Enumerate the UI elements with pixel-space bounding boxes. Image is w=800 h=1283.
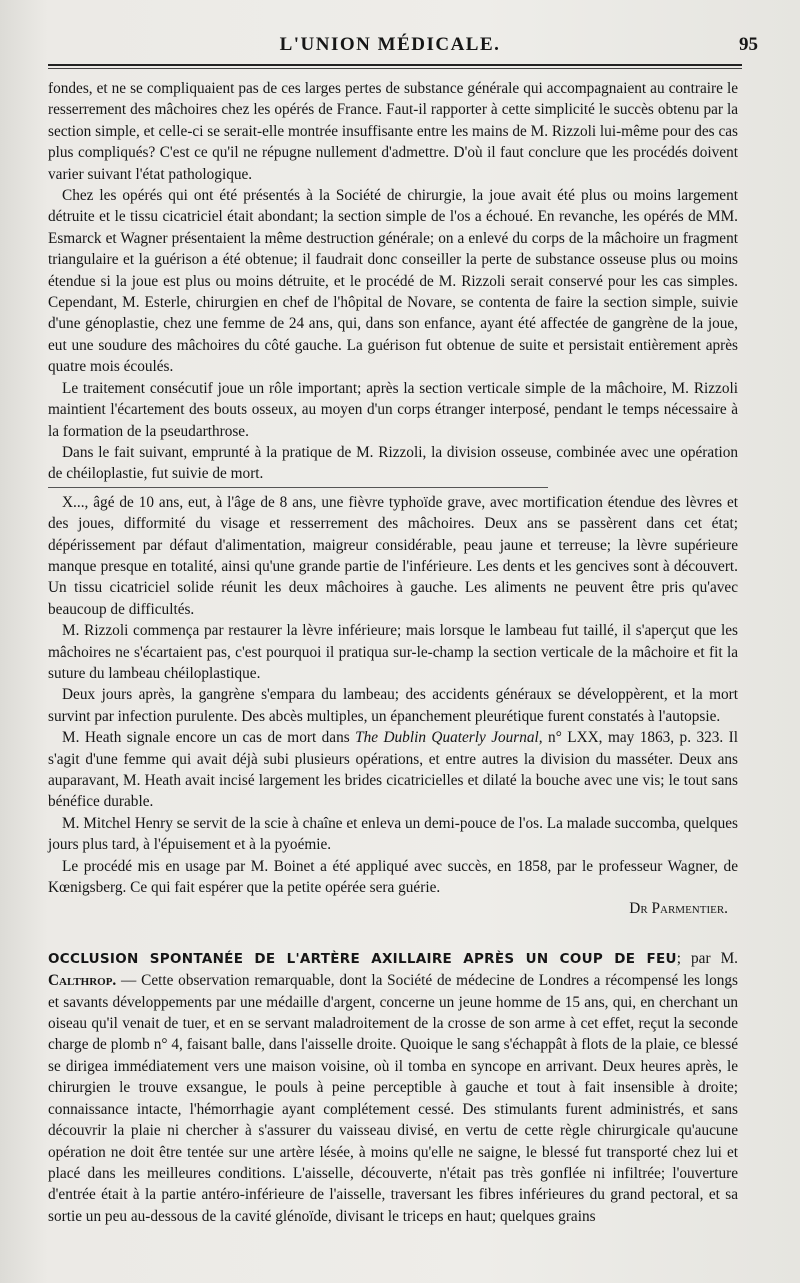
- paragraph: X..., âgé de 10 ans, eut, à l'âge de 8 ans, une fièvre typhoïde grave, avec mortification étendue des lèvres et des joues, difformité du visage et resserrement des mâchoires. Deux ans se passèrent dans cet état; dépérissement par défaut d'alimentation, maigreur considérable, peau jaune et terreuse; la lèvre supérieure manque presque en totalité, ainsi qu'une grande partie de l'inférieure. Les dents et les gencives sont à découvert. Un tissu cicatriciel solide réunit les deux mâchoires à gauche. Les aliments ne peuvent être pris qu'avec beaucoup de difficultés.: [48, 493, 738, 618]
- paragraph: Dans le fait suivant, emprunté à la pratique de M. Rizzoli, la division osseuse, combinée avec une opération de chéiloplastie, fut suivie de mort.: [48, 443, 738, 483]
- paragraph: Le procédé mis en usage par M. Boinet a été appliqué avec succès, en 1858, par le professeur Wagner, de Kœnigsberg. Ce qui fait espérer que la petite opérée sera guérie.: [48, 857, 738, 897]
- header-rule-thin: [48, 68, 742, 69]
- text-run: n° LXX, may 1863, p. 323. Il s'agit d'une femme qui avait déjà subi plusieurs opérations, et entre autres la division du masséter. Deux ans auparavant, M. Heath avait incisé largement les brides cicatricielles et dilaté la bouche avec une vis; le tout sans bénéfice durable.: [48, 729, 738, 811]
- running-head: [0, 34, 800, 58]
- paragraph: M. Mitchel Henry se servit de la scie à chaîne et enleva un demi-pouce de l'os. La malade succomba, quelques jours plus tard, à l'épuisement et à la pyoémie.: [48, 814, 738, 854]
- article-author: Calthrop.: [48, 972, 117, 990]
- paragraph: M. Rizzoli commença par restaurer la lèvre inférieure; mais lorsque le lambeau fut taillé, il s'aperçut que les mâchoires ne s'écartaient pas, c'est pourquoi il pratiqua sur-le-champ la section verticale de la mâchoire et fit la suture du lambeau chéiloplastique.: [48, 622, 738, 682]
- article-spacer: [48, 920, 738, 948]
- article-body: — Cette observation remarquable, dont la Société de médecine de Londres a récompensé les longs et savants développements par une médaille d'argent, concerne un jeune homme de 15 ans, qui, en cherchant un oiseau qu'il venait de tuer, et en se servant maladroitement de la crosse de son arme à cet effet, reçut la seconde charge de plomb n° 4, faisant balle, dans l'aisselle droite. Quoique le sang s'échappât à flots de la plaie, ce blessé se dirigea immédiatement vers une maison voisine, où il tomba en syncope en arrivant. Deux heures après, le chirurgien le trouve exsangue, le pouls à peine perceptible à gauche et tout à fait insensible à droite; connaissance intacte, l'hémorrhagie ayant complétement cessé. Des stimulants furent administrés, et sans découvrir la plaie ni chercher à s'assurer du vaisseau divisé, en vertu de cette règle chirurgicale qu'aucune opération ne doit être tentée sur une artère lésée, à moins qu'elle ne saigne, le blessé fut transporté chez lui et placé dans les meilleures conditions. L'aisselle, découverte, n'était pas très gonflée ni infiltrée; l'ouverture d'entrée était à la partie antéro-inférieure de l'aisselle, traversant les fibres inférieures du grand pectoral, et sa sortie un peu au-dessous de la cavité glénoïde, divisant le triceps en haut; quelques grains: [48, 972, 738, 1225]
- article-heading: OCCLUSION SPONTANÉE DE L'ARTÈRE AXILLAIRE APRÈS UN COUP DE FEU: [48, 950, 677, 967]
- body-text: [48, 78, 738, 1227]
- journal-reference: The Dublin Quaterly Journal,: [355, 729, 543, 747]
- header-rule: [48, 64, 742, 66]
- paragraph: Le traitement consécutif joue un rôle important; après la section verticale simple de la mâchoire, M. Rizzoli maintient l'écartement des bouts osseux, au moyen d'un corps étranger interposé, pendant le temps nécessaire à la formation de la pseudarthrose.: [48, 379, 738, 440]
- byline-prefix: ; par M.: [676, 949, 738, 967]
- page-number: 95: [739, 34, 758, 55]
- text-run: M. Heath signale encore un cas de mort dans: [62, 729, 356, 747]
- paragraph: Chez les opérés qui ont été présentés à la Société de chirurgie, la joue avait été plus ou moins largement détruite et le tissu cicatriciel était abondant; la section simple de l'os a échoué. En revanche, les opérés de MM. Esmarck et Wagner présentaient la même destruction générale; on a enlevé du corps de la mâchoire un fragment triangulaire et la guérison a été obtenue; il faudrait donc conseiller la perte de substance osseuse plus ou moins étendue si la joue est plus ou moins détruite, et le procédé de M. Rizzoli serait conservé pour les cas simples. Cependant, M. Esterle, chirurgien en chef de l'hôpital de Novare, se contenta de faire la section simple, suivie d'une génoplastie, chez une femme de 24 ans, qui, dans son enfance, ayant été affectée de gangrène de la joue, eut une soudure des mâchoires du côté gauche. La guérison fut obtenue de suite et persistait entièrement après quatre mois écoulés.: [48, 187, 738, 376]
- paragraph: [48, 727, 738, 813]
- article-paragraph: [48, 948, 738, 1227]
- paragraph: Deux jours après, la gangrène s'empara du lambeau; des accidents généraux se développèrent, et la mort survint par infection purulente. Des abcès multiples, un épanchement pleurétique furent constatés à l'autopsie.: [48, 686, 738, 725]
- section-separator: [48, 487, 548, 488]
- journal-title: L'UNION MÉDICALE.: [279, 34, 501, 55]
- paragraph: fondes, et ne se compliquaient pas de ces larges pertes de substance générale qui accompagnaient au contraire le resserrement des mâchoires chez les opérés de France. Faut-il rapporter à cette simplicité le succès obtenu par la section simple, et celle-ci se serait-elle montrée insuffisante entre les mains de M. Rizzoli lui-même pour des cas plus compliqués? C'est ce qu'il ne répugne nullement d'admettre. D'où il faut conclure que les procédés doivent varier suivant l'état pathologique.: [48, 80, 738, 183]
- author-signature: Dr Parmentier.: [629, 900, 728, 918]
